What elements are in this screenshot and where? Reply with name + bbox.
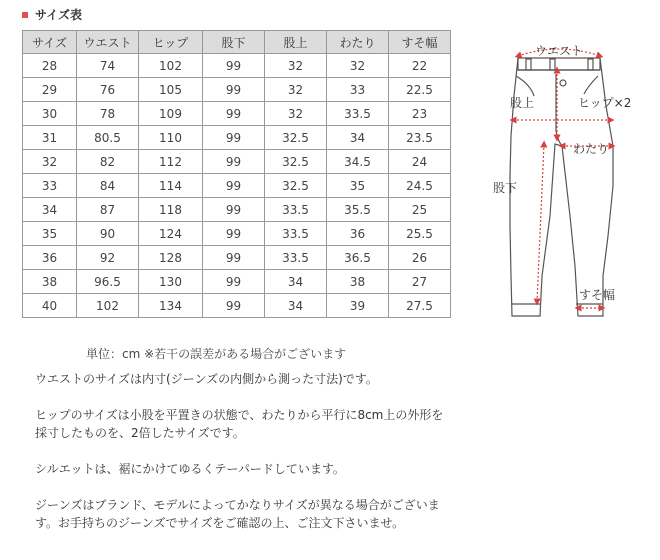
table-cell: 23.5 <box>389 126 451 150</box>
table-cell: 105 <box>139 78 203 102</box>
table-row <box>23 78 451 102</box>
table-cell: 32.5 <box>265 150 327 174</box>
col-header-size: サイズ <box>23 31 77 54</box>
table-cell: 124 <box>139 222 203 246</box>
unit-note: 単位：cm ※若干の誤差がある場合がございます <box>86 347 347 361</box>
table-cell: 32 <box>23 150 77 174</box>
table-cell: 34 <box>265 294 327 318</box>
col-header-hem: すそ幅 <box>389 31 451 54</box>
square-bullet-icon <box>22 12 28 18</box>
table-row <box>23 102 451 126</box>
note-brand: ジーンズはブランド、モデルによってかなりサイズが異なる場合がございます。お手持ちのジーンズでサイズをご確認の上、ご注文下さいませ。 <box>35 498 440 530</box>
table-row <box>23 54 451 78</box>
section-title <box>22 6 82 23</box>
table-cell: 96.5 <box>77 270 139 294</box>
note-waist: ウエストのサイズは内寸(ジーンズの内側から測った寸法)です。 <box>35 372 378 386</box>
table-cell: 74 <box>77 54 139 78</box>
table-cell: 34 <box>23 198 77 222</box>
col-header-thigh: わたり <box>327 31 389 54</box>
table-cell: 102 <box>139 54 203 78</box>
table-cell: 26 <box>389 246 451 270</box>
table-cell: 99 <box>203 222 265 246</box>
table-cell: 36.5 <box>327 246 389 270</box>
table-cell: 134 <box>139 294 203 318</box>
table-cell: 24 <box>389 150 451 174</box>
table-cell: 99 <box>203 294 265 318</box>
table-cell: 99 <box>203 174 265 198</box>
table-cell: 99 <box>203 246 265 270</box>
table-cell: 34 <box>265 270 327 294</box>
col-header-rise: 股上 <box>265 31 327 54</box>
table-cell: 32 <box>327 54 389 78</box>
table-row <box>23 198 451 222</box>
table-cell: 35.5 <box>327 198 389 222</box>
measurement-diagram <box>470 36 660 326</box>
table-cell: 99 <box>203 270 265 294</box>
table-row <box>23 270 451 294</box>
table-cell: 99 <box>203 78 265 102</box>
table-cell: 99 <box>203 54 265 78</box>
table-cell: 40 <box>23 294 77 318</box>
table-cell: 28 <box>23 54 77 78</box>
note-hip: ヒップのサイズは小股を平置きの状態で、わたりから平行に8cm上の外形を採寸したものを、2倍したサイズです。 <box>35 408 444 440</box>
table-cell: 99 <box>203 150 265 174</box>
section-title-label: サイズ表 <box>35 8 83 22</box>
label-hip: ヒップ×2 <box>578 96 632 110</box>
table-cell: 33.5 <box>265 222 327 246</box>
table-cell: 25.5 <box>389 222 451 246</box>
table-cell: 32 <box>265 78 327 102</box>
table-cell: 22 <box>389 54 451 78</box>
table-cell: 35 <box>23 222 77 246</box>
table-cell: 34 <box>327 126 389 150</box>
label-hem: すそ幅 <box>579 288 616 302</box>
table-row <box>23 246 451 270</box>
table-cell: 92 <box>77 246 139 270</box>
table-cell: 130 <box>139 270 203 294</box>
label-waist: ウエスト <box>535 44 584 58</box>
table-cell: 35 <box>327 174 389 198</box>
table-cell: 84 <box>77 174 139 198</box>
table-cell: 33.5 <box>265 246 327 270</box>
table-header-row <box>23 31 451 54</box>
table-row <box>23 174 451 198</box>
table-cell: 90 <box>77 222 139 246</box>
table-cell: 87 <box>77 198 139 222</box>
table-cell: 82 <box>77 150 139 174</box>
table-cell: 32 <box>265 54 327 78</box>
table-cell: 109 <box>139 102 203 126</box>
table-cell: 25 <box>389 198 451 222</box>
table-cell: 33 <box>327 78 389 102</box>
table-row <box>23 294 451 318</box>
table-cell: 80.5 <box>77 126 139 150</box>
table-cell: 34.5 <box>327 150 389 174</box>
table-cell: 32.5 <box>265 174 327 198</box>
table-cell: 22.5 <box>389 78 451 102</box>
table-cell: 102 <box>77 294 139 318</box>
table-cell: 99 <box>203 198 265 222</box>
table-cell: 76 <box>77 78 139 102</box>
table-row <box>23 126 451 150</box>
label-thigh: わたり <box>573 142 610 156</box>
table-cell: 36 <box>327 222 389 246</box>
label-inseam: 股下 <box>493 181 518 195</box>
table-cell: 33.5 <box>265 198 327 222</box>
notes <box>35 370 453 550</box>
table-cell: 114 <box>139 174 203 198</box>
table-cell: 36 <box>23 246 77 270</box>
table-cell: 23 <box>389 102 451 126</box>
table-cell: 99 <box>203 126 265 150</box>
table-cell: 33 <box>23 174 77 198</box>
table-cell: 118 <box>139 198 203 222</box>
table-cell: 99 <box>203 102 265 126</box>
note-silhouette: シルエットは、裾にかけてゆるくテーパードしています。 <box>35 462 345 476</box>
table-cell: 24.5 <box>389 174 451 198</box>
table-cell: 32.5 <box>265 126 327 150</box>
table-cell: 38 <box>327 270 389 294</box>
table-cell: 112 <box>139 150 203 174</box>
table-cell: 78 <box>77 102 139 126</box>
table-cell: 29 <box>23 78 77 102</box>
size-table <box>22 30 451 318</box>
table-cell: 27.5 <box>389 294 451 318</box>
table-cell: 30 <box>23 102 77 126</box>
table-row <box>23 222 451 246</box>
label-rise: 股上 <box>510 96 535 110</box>
table-cell: 38 <box>23 270 77 294</box>
table-cell: 27 <box>389 270 451 294</box>
col-header-hip: ヒップ <box>139 31 203 54</box>
table-cell: 128 <box>139 246 203 270</box>
table-cell: 110 <box>139 126 203 150</box>
col-header-inseam: 股下 <box>203 31 265 54</box>
table-cell: 31 <box>23 126 77 150</box>
table-row <box>23 150 451 174</box>
table-cell: 39 <box>327 294 389 318</box>
table-cell: 32 <box>265 102 327 126</box>
table-cell: 33.5 <box>327 102 389 126</box>
col-header-waist: ウエスト <box>77 31 139 54</box>
